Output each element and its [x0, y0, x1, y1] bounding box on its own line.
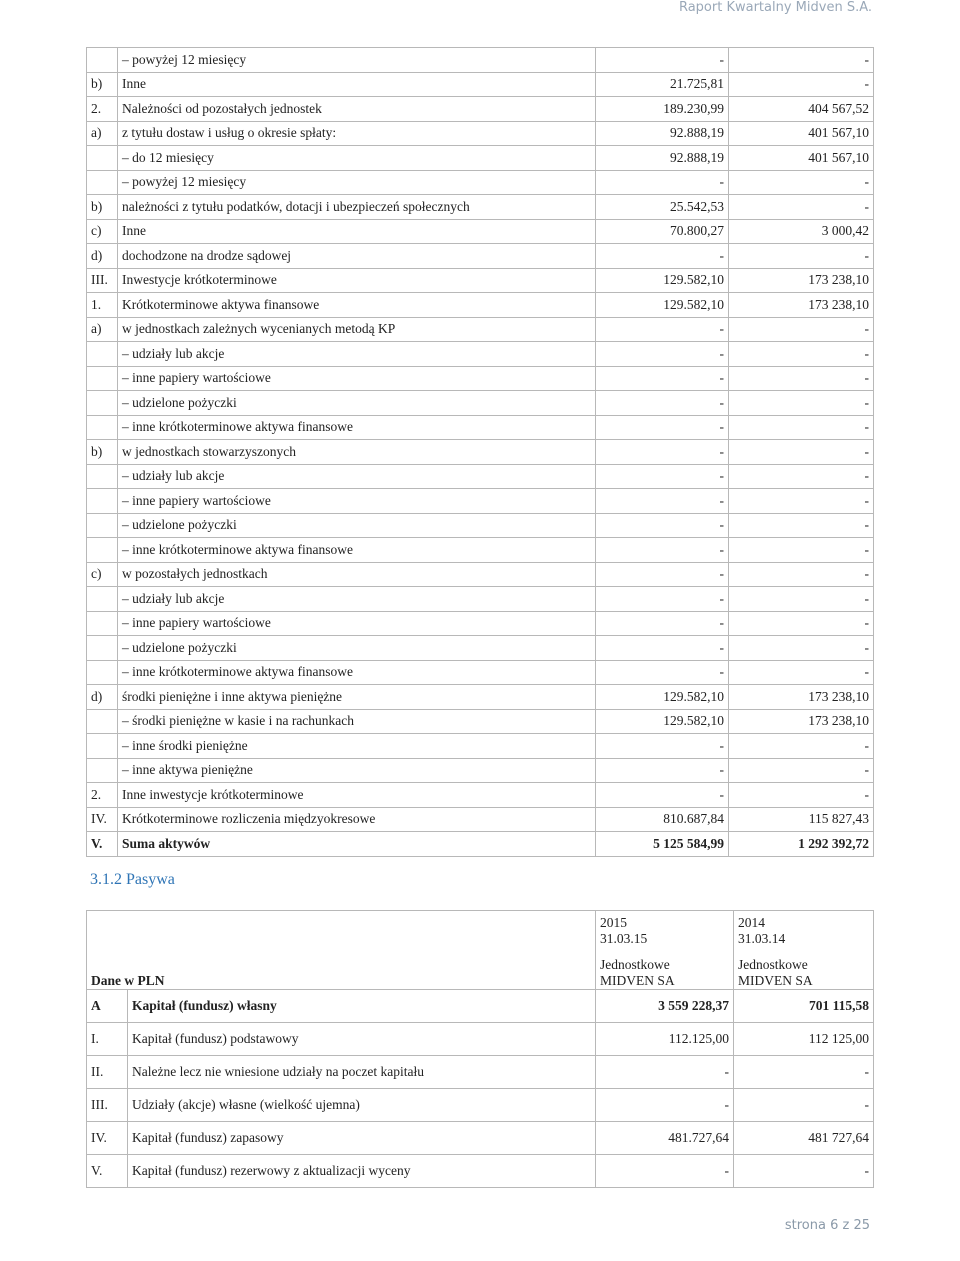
row-value-previous: -	[729, 513, 874, 538]
table-row	[87, 72, 874, 97]
row-name: Należne lecz nie wniesione udziały na poczet kapitału	[128, 1056, 596, 1089]
row-value-current: -	[596, 734, 729, 759]
table-row	[87, 709, 874, 734]
row-value-current: 481.727,64	[596, 1122, 734, 1155]
table-row	[87, 636, 874, 661]
row-value-current: -	[596, 1155, 734, 1188]
row-name: – inne środki pieniężne	[118, 734, 596, 759]
row-value-current: -	[596, 48, 729, 73]
row-label	[87, 48, 118, 73]
row-value-current: 129.582,10	[596, 293, 729, 318]
row-value-current: -	[596, 342, 729, 367]
row-name: Krótkoterminowe aktywa finansowe	[118, 293, 596, 318]
table-row	[87, 538, 874, 563]
row-value-current: 189.230,99	[596, 97, 729, 122]
row-value-previous: -	[729, 562, 874, 587]
table-row	[87, 440, 874, 465]
row-label	[87, 513, 118, 538]
row-label: A	[87, 990, 128, 1023]
row-name: – inne papiery wartościowe	[118, 611, 596, 636]
row-value-current: 3 559 228,37	[596, 990, 734, 1023]
row-name: Inne	[118, 72, 596, 97]
row-value-previous: 3 000,42	[729, 219, 874, 244]
row-name: w jednostkach stowarzyszonych	[118, 440, 596, 465]
row-value-current: -	[596, 366, 729, 391]
row-value-current: -	[596, 464, 729, 489]
row-value-current: -	[596, 440, 729, 465]
row-label: a)	[87, 317, 118, 342]
table-row	[87, 1155, 874, 1188]
row-value-previous: -	[729, 538, 874, 563]
table-row	[87, 562, 874, 587]
table-row	[87, 146, 874, 171]
row-value-current: -	[596, 1056, 734, 1089]
row-name: Kapitał (fundusz) własny	[128, 990, 596, 1023]
row-value-previous: 173 238,10	[729, 268, 874, 293]
row-label: III.	[87, 1089, 128, 1122]
row-value-previous: -	[729, 72, 874, 97]
table-row	[87, 587, 874, 612]
row-value-current: -	[596, 783, 729, 808]
row-name: Kapitał (fundusz) rezerwowy z aktualizacji wyceny	[128, 1155, 596, 1188]
row-value-current: -	[596, 317, 729, 342]
row-value-previous: -	[729, 464, 874, 489]
row-value-previous: -	[729, 317, 874, 342]
row-name: w pozostałych jednostkach	[118, 562, 596, 587]
row-value-current: 92.888,19	[596, 121, 729, 146]
row-name: Udziały (akcje) własne (wielkość ujemna)	[128, 1089, 596, 1122]
table-row	[87, 783, 874, 808]
row-name: w jednostkach zależnych wycenianych metodą KP	[118, 317, 596, 342]
row-value-current: -	[596, 587, 729, 612]
assets-table	[86, 47, 874, 857]
row-label: d)	[87, 244, 118, 269]
row-label: b)	[87, 72, 118, 97]
row-value-current: -	[596, 170, 729, 195]
row-label	[87, 464, 118, 489]
row-value-current: -	[596, 562, 729, 587]
row-value-current: -	[596, 636, 729, 661]
row-value-current: -	[596, 538, 729, 563]
row-value-previous: -	[729, 587, 874, 612]
table-row	[87, 758, 874, 783]
document-header: Raport Kwartalny Midven S.A.	[678, 0, 872, 15]
row-value-current: 129.582,10	[596, 709, 729, 734]
row-value-current: 129.582,10	[596, 685, 729, 710]
row-value-current: 70.800,27	[596, 219, 729, 244]
liabilities-header-2014: 2014 31.03.14 Jednostkowe MIDVEN SA	[734, 911, 874, 990]
liabilities-table	[86, 910, 874, 1188]
row-name: – powyżej 12 miesięcy	[118, 170, 596, 195]
row-value-previous: -	[729, 734, 874, 759]
table-row	[87, 832, 874, 857]
row-label	[87, 146, 118, 171]
table-row	[87, 807, 874, 832]
row-value-previous: -	[729, 415, 874, 440]
row-value-current: 92.888,19	[596, 146, 729, 171]
row-label: b)	[87, 440, 118, 465]
row-value-current: -	[596, 660, 729, 685]
row-label: c)	[87, 219, 118, 244]
page-number: strona 6 z 25	[784, 1218, 870, 1233]
row-value-previous: 401 567,10	[729, 146, 874, 171]
row-name: Inne inwestycje krótkoterminowe	[118, 783, 596, 808]
row-name: – inne papiery wartościowe	[118, 489, 596, 514]
row-value-previous: -	[729, 636, 874, 661]
table-row	[87, 464, 874, 489]
row-name: Inwestycje krótkoterminowe	[118, 268, 596, 293]
table-row	[87, 1056, 874, 1089]
table-row	[87, 1089, 874, 1122]
row-value-previous: 115 827,43	[729, 807, 874, 832]
row-value-current: -	[596, 758, 729, 783]
table-row	[87, 121, 874, 146]
row-value-previous: -	[729, 342, 874, 367]
table-row	[87, 1122, 874, 1155]
row-value-current: -	[596, 244, 729, 269]
row-label	[87, 734, 118, 759]
row-name: Suma aktywów	[118, 832, 596, 857]
row-name: Krótkoterminowe rozliczenia międzyokresowe	[118, 807, 596, 832]
row-label: I.	[87, 1023, 128, 1056]
row-value-previous: 1 292 392,72	[729, 832, 874, 857]
row-value-previous: -	[729, 48, 874, 73]
row-value-previous: -	[729, 366, 874, 391]
row-name: – inne krótkoterminowe aktywa finansowe	[118, 538, 596, 563]
row-label	[87, 415, 118, 440]
row-label	[87, 489, 118, 514]
row-label: d)	[87, 685, 118, 710]
row-value-current: -	[596, 1089, 734, 1122]
row-value-previous: 481 727,64	[734, 1122, 874, 1155]
table-row	[87, 342, 874, 367]
row-value-current: 21.725,81	[596, 72, 729, 97]
row-name: – do 12 miesięcy	[118, 146, 596, 171]
row-value-previous: -	[729, 391, 874, 416]
row-label	[87, 342, 118, 367]
row-label: IV.	[87, 1122, 128, 1155]
row-value-previous: -	[729, 170, 874, 195]
row-label	[87, 636, 118, 661]
table-row	[87, 293, 874, 318]
table-row	[87, 734, 874, 759]
table-row	[87, 97, 874, 122]
table-row	[87, 611, 874, 636]
row-label	[87, 587, 118, 612]
table-row	[87, 1023, 874, 1056]
row-label: 1.	[87, 293, 118, 318]
row-value-previous: 404 567,52	[729, 97, 874, 122]
row-name: Kapitał (fundusz) zapasowy	[128, 1122, 596, 1155]
table-row	[87, 317, 874, 342]
row-name: – inne krótkoterminowe aktywa finansowe	[118, 660, 596, 685]
row-value-previous: 173 238,10	[729, 709, 874, 734]
row-label: a)	[87, 121, 118, 146]
row-value-previous: -	[734, 1089, 874, 1122]
row-name: – udzielone pożyczki	[118, 513, 596, 538]
row-label: c)	[87, 562, 118, 587]
table-row	[87, 195, 874, 220]
row-value-current: -	[596, 415, 729, 440]
table-row	[87, 685, 874, 710]
row-value-previous: -	[729, 660, 874, 685]
row-value-previous: -	[729, 611, 874, 636]
row-label: b)	[87, 195, 118, 220]
row-name: – udziały lub akcje	[118, 342, 596, 367]
row-label: V.	[87, 1155, 128, 1188]
row-label	[87, 611, 118, 636]
row-label	[87, 538, 118, 563]
row-value-current: -	[596, 513, 729, 538]
row-name: Inne	[118, 219, 596, 244]
table-row	[87, 660, 874, 685]
row-value-current: 25.542,53	[596, 195, 729, 220]
table-row	[87, 219, 874, 244]
row-name: Należności od pozostałych jednostek	[118, 97, 596, 122]
row-value-previous: -	[729, 758, 874, 783]
row-name: – inne papiery wartościowe	[118, 366, 596, 391]
row-name: – powyżej 12 miesięcy	[118, 48, 596, 73]
row-value-current: 129.582,10	[596, 268, 729, 293]
liabilities-header-2015: 2015 31.03.15 Jednostkowe MIDVEN SA	[596, 911, 734, 990]
row-name: należności z tytułu podatków, dotacji i ubezpieczeń społecznych	[118, 195, 596, 220]
row-value-current: 810.687,84	[596, 807, 729, 832]
row-value-current: -	[596, 391, 729, 416]
row-value-previous: 173 238,10	[729, 685, 874, 710]
row-value-current: 5 125 584,99	[596, 832, 729, 857]
row-value-previous: -	[729, 195, 874, 220]
row-value-previous: 173 238,10	[729, 293, 874, 318]
row-value-previous: -	[729, 489, 874, 514]
row-value-previous: 112 125,00	[734, 1023, 874, 1056]
row-name: – udzielone pożyczki	[118, 636, 596, 661]
row-label: IV.	[87, 807, 118, 832]
row-label	[87, 660, 118, 685]
row-value-previous: -	[729, 440, 874, 465]
row-value-current: 112.125,00	[596, 1023, 734, 1056]
row-label	[87, 758, 118, 783]
liabilities-header-row	[87, 911, 874, 990]
row-name: dochodzone na drodze sądowej	[118, 244, 596, 269]
row-label: 2.	[87, 783, 118, 808]
table-row	[87, 366, 874, 391]
table-row	[87, 268, 874, 293]
row-value-previous: -	[734, 1056, 874, 1089]
table-row	[87, 489, 874, 514]
section-title: 3.1.2 Pasywa	[90, 871, 175, 888]
row-name: z tytułu dostaw i usług o okresie spłaty:	[118, 121, 596, 146]
row-label	[87, 391, 118, 416]
table-row	[87, 513, 874, 538]
row-label	[87, 170, 118, 195]
row-name: środki pieniężne i inne aktywa pieniężne	[118, 685, 596, 710]
row-label	[87, 366, 118, 391]
row-label	[87, 709, 118, 734]
table-row	[87, 170, 874, 195]
row-label: V.	[87, 832, 118, 857]
row-name: – inne aktywa pieniężne	[118, 758, 596, 783]
row-value-previous: -	[729, 783, 874, 808]
row-name: – udziały lub akcje	[118, 464, 596, 489]
row-value-current: -	[596, 489, 729, 514]
row-value-previous: 401 567,10	[729, 121, 874, 146]
row-name: – udziały lub akcje	[118, 587, 596, 612]
row-label: 2.	[87, 97, 118, 122]
row-value-current: -	[596, 611, 729, 636]
row-name: – udzielone pożyczki	[118, 391, 596, 416]
liabilities-header-label: Dane w PLN	[87, 911, 596, 990]
row-label: III.	[87, 268, 118, 293]
row-name: – środki pieniężne w kasie i na rachunkach	[118, 709, 596, 734]
row-name: Kapitał (fundusz) podstawowy	[128, 1023, 596, 1056]
table-row	[87, 415, 874, 440]
table-row	[87, 48, 874, 73]
row-value-previous: -	[729, 244, 874, 269]
row-value-previous: -	[734, 1155, 874, 1188]
row-value-previous: 701 115,58	[734, 990, 874, 1023]
table-row	[87, 244, 874, 269]
row-name: – inne krótkoterminowe aktywa finansowe	[118, 415, 596, 440]
table-row	[87, 990, 874, 1023]
row-label: II.	[87, 1056, 128, 1089]
table-row	[87, 391, 874, 416]
